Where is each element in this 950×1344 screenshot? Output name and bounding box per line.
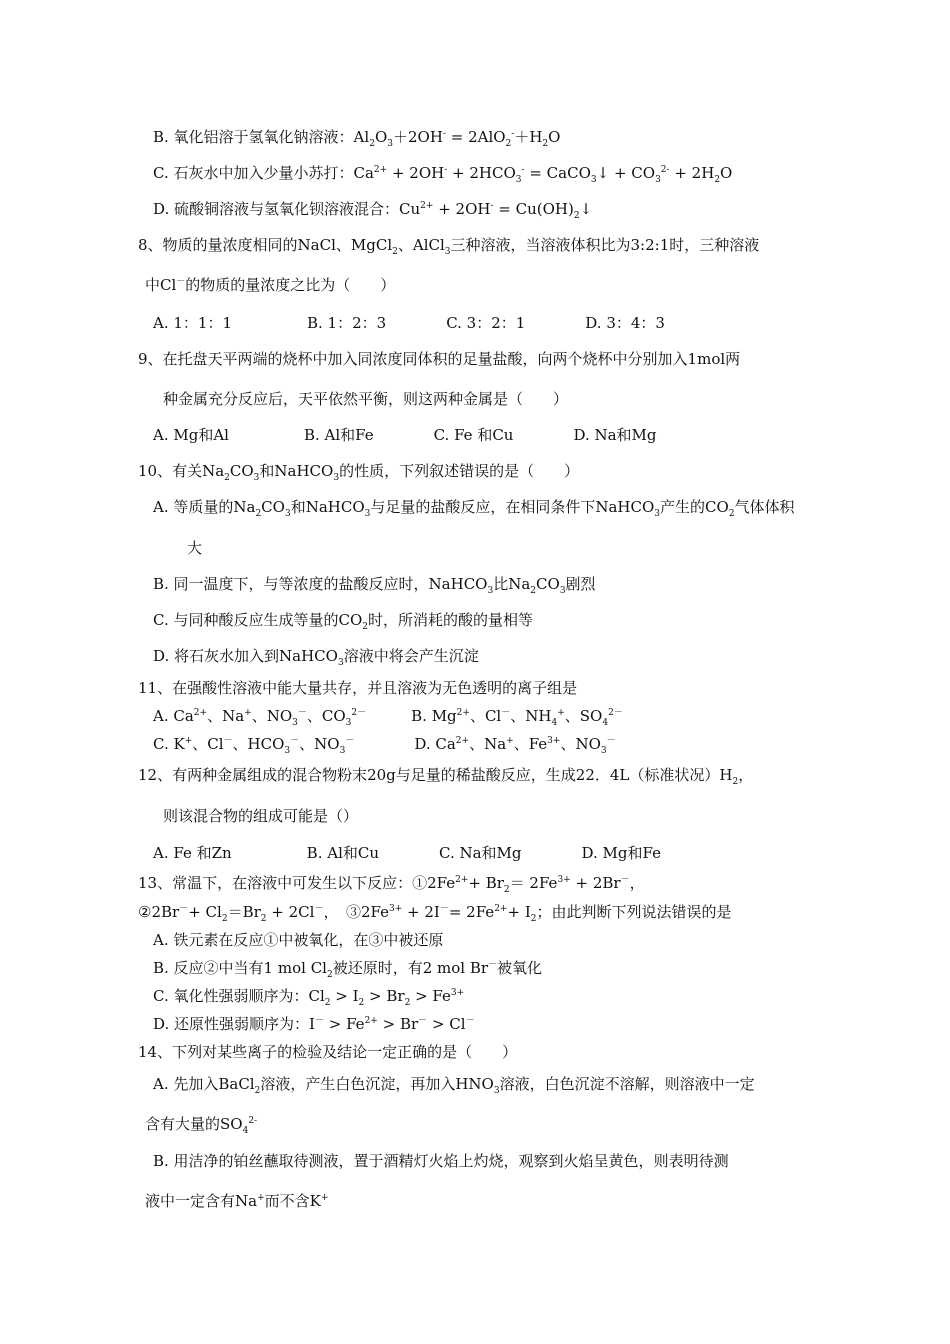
q14-option-b: B. 用洁净的铂丝蘸取待测液，置于酒精灯火焰上灼烧，观察到火焰呈黄色，则表明待测 bbox=[153, 1152, 729, 1170]
q11-stem: 11、在强酸性溶液中能大量共存，并且溶液为无色透明的离子组是 bbox=[138, 679, 578, 697]
q12-stem-line2: 则该混合物的组成可能是（） bbox=[163, 807, 359, 825]
q10-option-d: D. 将石灰水加入到NaHCO$_3$溶液中将会产生沉淀 bbox=[153, 647, 479, 668]
q9-options: A. Mg和Al B. Al和Fe C. Fe 和Cu D. Na和Mg bbox=[153, 426, 657, 444]
q12-options: A. Fe 和Zn B. Al和Cu C. Na和Mg D. Mg和Fe bbox=[153, 844, 661, 862]
q14-option-a: A. 先加入BaCl$_2$溶液，产生白色沉淀，再加入$HNO_3$溶液，白色沉淀不溶解，则溶液中一定 bbox=[153, 1075, 755, 1096]
q11-options-ab: A. $Ca^{2+}$、Na+、$NO_3^-$、$CO_3^{2-}$ B. $Mg^{2+}$、Cl－、$NH_4^+$、$SO_4^{2-}$ bbox=[153, 707, 623, 728]
q10-option-a-cont: 大 bbox=[187, 539, 203, 557]
q7-option-b: B. 氧化铝溶于氢氧化钠溶液：$Al_2O_3+2OH^- = 2AlO_2^-+H_2O$ bbox=[153, 128, 561, 149]
q10-stem: 10、有关$Na_2CO_3$和NaHCO$_3$的性质，下列叙述错误的是（ ） bbox=[138, 462, 580, 483]
q14-stem: 14、下列对某些离子的检验及结论一定正确的是（ ） bbox=[138, 1043, 518, 1061]
q13-option-b: B. 反应②中当有1 mol $Cl_2$被还原时，有2 mol Br－被氧化 bbox=[153, 959, 543, 980]
q8-stem-line2: 中Cl－的物质的量浓度之比为（ ） bbox=[145, 276, 396, 294]
q13-option-a: A. 铁元素在反应①中被氧化，在③中被还原 bbox=[153, 931, 444, 949]
q8-options: A. 1：1：1 B. 1：2：3 C. 3：2：1 D. 3：4：3 bbox=[153, 314, 665, 332]
q13-stem-line1: 13、常温下，在溶液中可发生以下反应：$①2Fe^{2+}+ Br_2= 2Fe^{3+} + 2Br^-$， bbox=[138, 874, 645, 895]
q9-stem-line1: 9、在托盘天平两端的烧杯中加入同浓度同体积的足量盐酸，向两个烧杯中分别加入1mol两 bbox=[138, 350, 741, 368]
q13-option-d: D. 还原性强弱顺序为：$I^- > Fe^{2+} > Br^- > Cl^-$ bbox=[153, 1015, 475, 1033]
q11-options-cd: C. K+、Cl－、$HCO_3^-$、$NO_3^-$ D. $Ca^{2+}$、Na+、$Fe^{3+}$、$NO_3^-$ bbox=[153, 735, 616, 756]
q10-option-a: A. 等质量的$Na_2CO_3$和NaHCO$_3$与足量的盐酸反应，在相同条件下NaHCO$_3$产生的$CO_2$气体体积 bbox=[153, 498, 795, 519]
q8-stem-line1: 8、物质的量浓度相同的NaCl、MgCl$_2$、AlCl$_3$三种溶液，当溶液体积比为3:2:1时，三种溶液 bbox=[138, 236, 760, 257]
q7-option-d: D. 硫酸铜溶液与氢氧化钡溶液混合：$Cu^{2+} + 2OH^-$ = $Cu(OH)_2↓$ bbox=[153, 200, 593, 221]
q13-stem-line2: ②2Br－+ $Cl_2=Br_2 + 2Cl^-$， $③2Fe^{3+} + 2I^-= 2Fe^{2+}+ I_2$；由此判断下列说法错误的是 bbox=[138, 903, 732, 924]
q10-option-c: C. 与同种酸反应生成等量的$CO_2$时，所消耗的酸的量相等 bbox=[153, 611, 534, 632]
q7-option-c: C. 石灰水中加入少量小苏打：$Ca^{2+} + 2OH^- + 2HCO_3^-$ = CaCO$_3$↓ + $CO_3^{2-} + 2H_2O$ bbox=[153, 164, 733, 185]
q9-stem-line2: 种金属充分反应后，天平依然平衡，则这两种金属是（ ） bbox=[163, 390, 569, 408]
q13-option-c: C. 氧化性强弱顺序为：$Cl_2 > I_2 > Br_2 > Fe^{3+}$ bbox=[153, 987, 465, 1008]
q10-option-b: B. 同一温度下，与等浓度的盐酸反应时，NaHCO$_3$比$Na_2CO_3$剧烈 bbox=[153, 575, 596, 596]
q14-option-b-cont: 液中一定含有Na+而不含K+ bbox=[145, 1192, 329, 1210]
q14-option-a-cont: 含有大量的$SO_4^{2-}$ bbox=[145, 1115, 258, 1136]
q12-stem-line1: 12、有两种金属组成的混合物粉末20g与足量的稀盐酸反应，生成22．4L（标准状况）$H_2$， bbox=[138, 766, 754, 787]
